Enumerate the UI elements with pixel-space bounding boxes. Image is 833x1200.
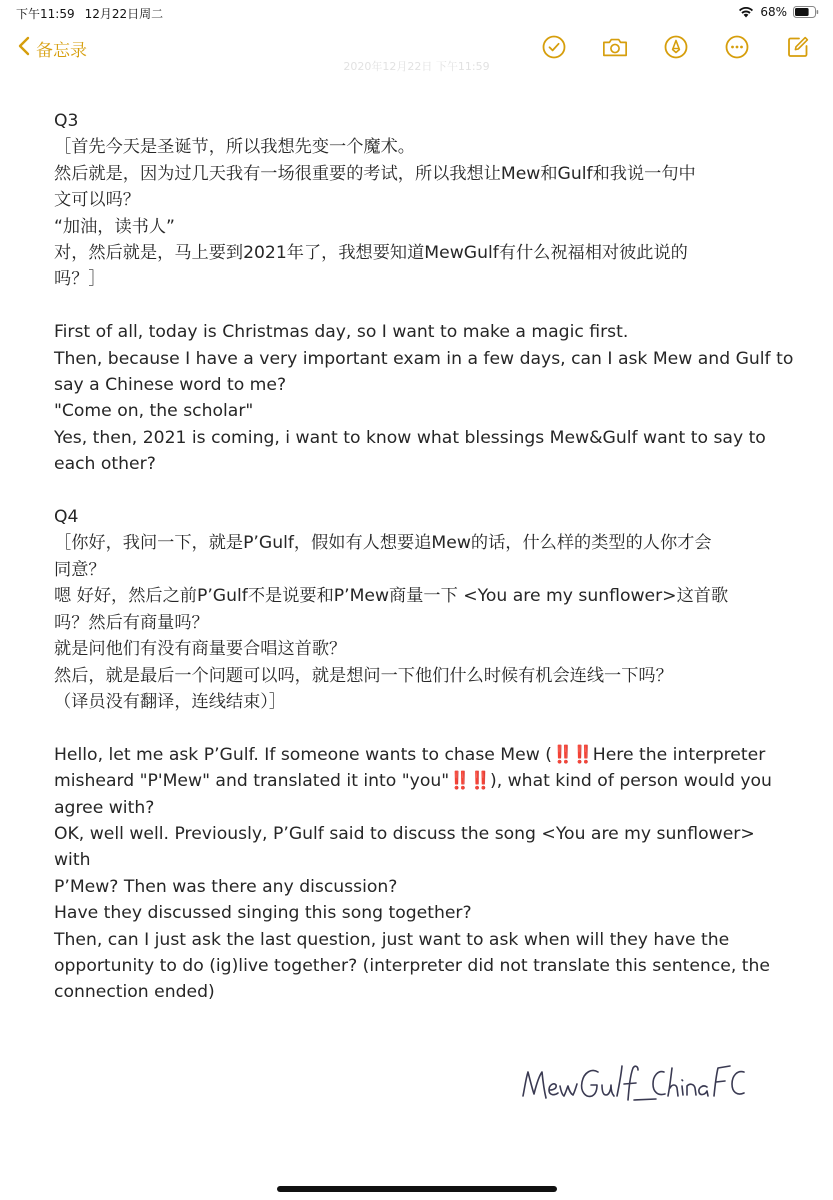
q4-en-line: OK, well well. Previously, P’Gulf said to discuss the song <You are my sunflower> with	[54, 823, 755, 871]
q4-en-text: misheard "P'Mew" and translated it into "you"	[54, 771, 450, 792]
q3-en-line: Yes, then, 2021 is coming, i want to know what blessings Mew&Gulf want to say to	[54, 427, 766, 448]
q3-en-line: each other?	[54, 454, 156, 475]
compose-icon[interactable]	[785, 34, 811, 60]
home-indicator[interactable]	[277, 1186, 557, 1192]
q3-zh-line: ［首先今天是圣诞节，所以我想先变一个魔术。	[54, 137, 415, 158]
q3-heading: Q3	[54, 111, 79, 131]
q4-en-text: Hello, let me ask P’Gulf. If someone wants to chase Mew (	[54, 744, 552, 765]
q4-en-line: Then, can I just ask the last question, just want to ask when will they have the	[54, 929, 730, 950]
q3-en-line: say a Chinese word to me?	[54, 375, 287, 396]
paragraph-gap	[54, 715, 794, 741]
q4-en-text: Here the interpreter	[592, 744, 766, 765]
q3-zh-line: 文可以吗？	[54, 190, 140, 211]
q4-en-line: P’Mew? Then was there any discussion?	[54, 876, 398, 897]
q4-en-line: connection ended)	[54, 982, 215, 1003]
q4-zh-line: 然后，就是最后一个问题可以吗，就是想问一下他们什么时候有机会连线一下吗？	[54, 665, 673, 686]
checklist-icon[interactable]	[541, 34, 567, 60]
q3-zh-line: 然后就是，因为过几天我有一场很重要的考试，所以我想让Mew和Gulf和我说一句中	[54, 163, 696, 184]
paragraph-gap	[54, 478, 794, 504]
status-bar	[0, 0, 833, 26]
status-time: 下午11:59	[16, 7, 75, 21]
q4-en-line	[54, 742, 794, 768]
q4-en-line	[54, 768, 794, 794]
wifi-icon	[738, 6, 754, 18]
q3-en-line: "Come on, the scholar"	[54, 401, 254, 422]
camera-icon[interactable]	[602, 34, 628, 60]
note-date: 2020年12月22日 下午11:59	[343, 60, 490, 73]
q3-zh-line: 对，然后就是，马上要到2021年了，我想要知道MewGulf有什么祝福相对彼此说的	[54, 243, 688, 264]
q3-en-line: First of all, today is Christmas day, so I want to make a magic first.	[54, 322, 629, 343]
toolbar	[541, 34, 811, 60]
q4-en-line: opportunity to do (ig)live together? (interpreter did not translate this sentence, the	[54, 955, 770, 976]
q4-zh-line: 就是问他们有没有商量要合唱这首歌？	[54, 639, 347, 660]
status-date: 12月22日周二	[84, 7, 164, 21]
note-body[interactable]	[54, 108, 794, 1006]
q4-en-line: agree with?	[54, 797, 155, 818]
more-icon[interactable]	[724, 34, 750, 60]
double-exclamation-icon: ‼️‼️	[449, 771, 490, 792]
q4-zh-line: （译员没有翻译，连线结束）］	[54, 691, 287, 712]
double-exclamation-icon: ‼️‼️	[551, 744, 593, 765]
q4-heading: Q4	[54, 507, 79, 528]
battery-icon	[793, 6, 819, 18]
q3-en-line: Then, because I have a very important exam in a few days, can I ask Mew and Gulf to	[54, 348, 794, 369]
battery-percent: 68%	[760, 5, 787, 19]
back-label: 备忘录	[36, 41, 87, 61]
q4-zh-line: 吗？然后有商量吗？	[54, 612, 209, 633]
q4-zh-line: 同意？	[54, 559, 106, 580]
q4-en-text: ), what kind of person would you	[489, 771, 772, 792]
q3-zh-line: 吗？］	[54, 269, 106, 290]
q4-zh-line: ［你好，我问一下，就是P’Gulf，假如有人想要追Mew的话，什么样的类型的人你才会	[54, 533, 712, 554]
q4-en-line: Have they discussed singing this song together?	[54, 903, 472, 924]
paragraph-gap	[54, 293, 794, 319]
handwritten-signature	[520, 1058, 750, 1122]
markup-pen-icon[interactable]	[663, 34, 689, 60]
q4-zh-line: 嗯 好好，然后之前P’Gulf不是说要和P’Mew商量一下 <You are my sunflower>这首歌	[54, 586, 729, 607]
q3-zh-line: “加油，读书人”	[54, 216, 175, 237]
